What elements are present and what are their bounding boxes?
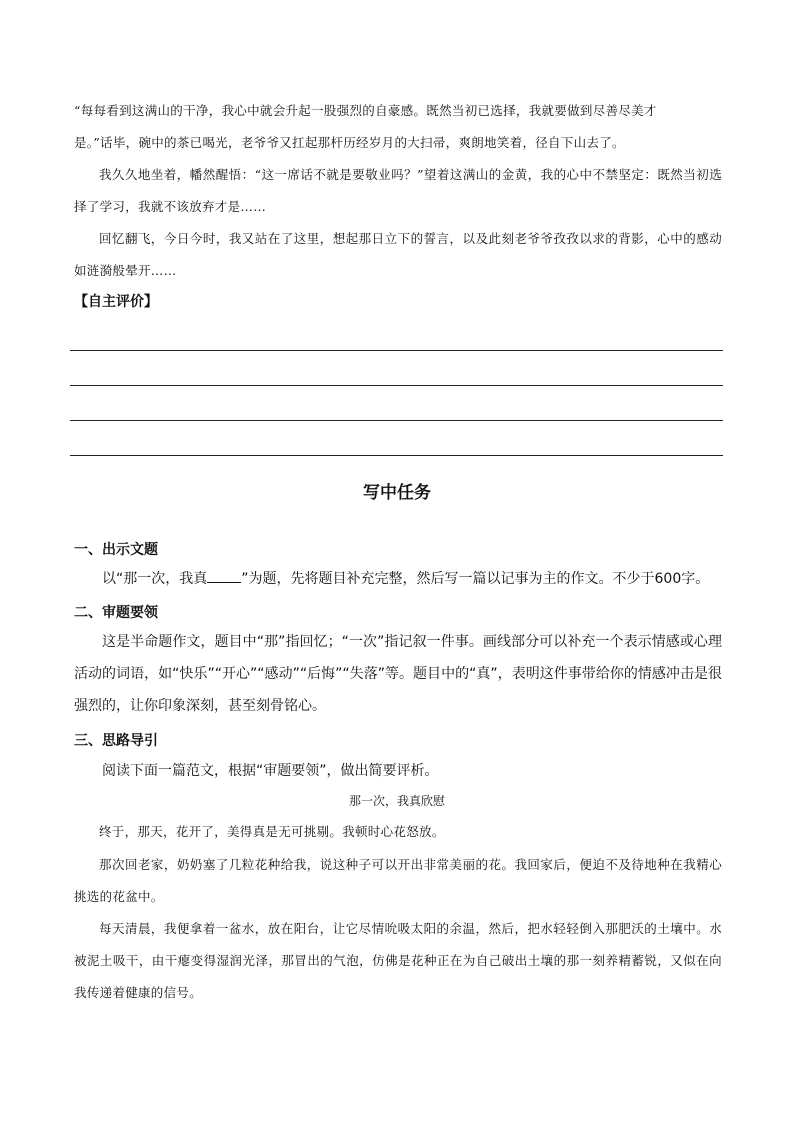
sample-para2: 那次回老家，奶奶塞了几粒花种给我，说这种子可以开出非常美丽的花。我回家后，便迫不及待地种在我精心挑选的花盆中。 [74,857,722,904]
sample-para1: 终于，那天，花开了，美得真是无可挑剔。我顿时心花怒放。 [99,824,445,839]
sec1-text [74,563,722,595]
writing-line-3 [70,420,723,421]
writing-line-4 [70,455,723,456]
title-blank [207,570,241,583]
essay-para1-line1: “每每看到这满山的干净，我心中就会升起一股强烈的自豪感。既然当初已选择，我就要做到尽善尽美才 [74,103,657,118]
sample-title: 那一次，我真欣慰 [348,794,445,808]
sec1-text-after: ”为题，先将题目补充完整，然后写一篇以记事为主的作文。不少于600字。 [241,571,710,587]
essay-para2: 我久久地坐着，幡然醒悟：“这一席话不就是要敬业吗？”望着这满山的金黄，我的心中不禁坚定：既然当初选择了学习，我就不该放弃才是…… [74,167,722,214]
writing-line-2 [70,385,723,386]
essay-para3: 回忆翻飞，今日今时，我又站在了这里，想起那日立下的誓言，以及此刻老爷爷孜孜以求的背影，心中的感动如涟漪般晕开…… [74,231,722,278]
sec2-text: 这是半命题作文，题目中“那”指回忆；“一次”指记叙一件事。画线部分可以补充一个表示情感或心理活动的词语，如“快乐”“开心”“感动”“后悔”“失落”等。题目中的“真”，表明这件事带给你的情感冲击是很强烈的，让你印象深刻，甚至刻骨铭心。 [74,634,722,714]
sec1-text-before: 以“那一次，我真 [102,571,208,587]
sec1-heading: 一、出示文题 [74,542,158,558]
writing-line-1 [70,350,723,351]
sec2-heading: 二、审题要领 [74,605,158,621]
sec3-heading: 三、思路导引 [74,733,158,749]
essay-para1-line2: 是。”话毕，碗中的茶已喝光，老爷爷又扛起那杆历经岁月的大扫帚，爽朗地笑着，径自下山去了。 [74,135,625,150]
sec3-text: 阅读下面一篇范文，根据“审题要领”，做出简要评析。 [102,763,439,779]
section-title: 写中任务 [363,483,431,503]
sample-para3: 每天清晨，我便拿着一盆水，放在阳台，让它尽情吮吸太阳的余温，然后，把水轻轻倒入那肥沃的土壤中。水被泥土吸干，由干瘪变得湿润光泽，那冒出的气泡，仿佛是花种正在为自己破出土壤的那一刻养精蓄锐，又似在向我传递着健康的信号。 [74,921,722,1000]
self-eval-heading: 【自主评价】 [74,294,158,310]
